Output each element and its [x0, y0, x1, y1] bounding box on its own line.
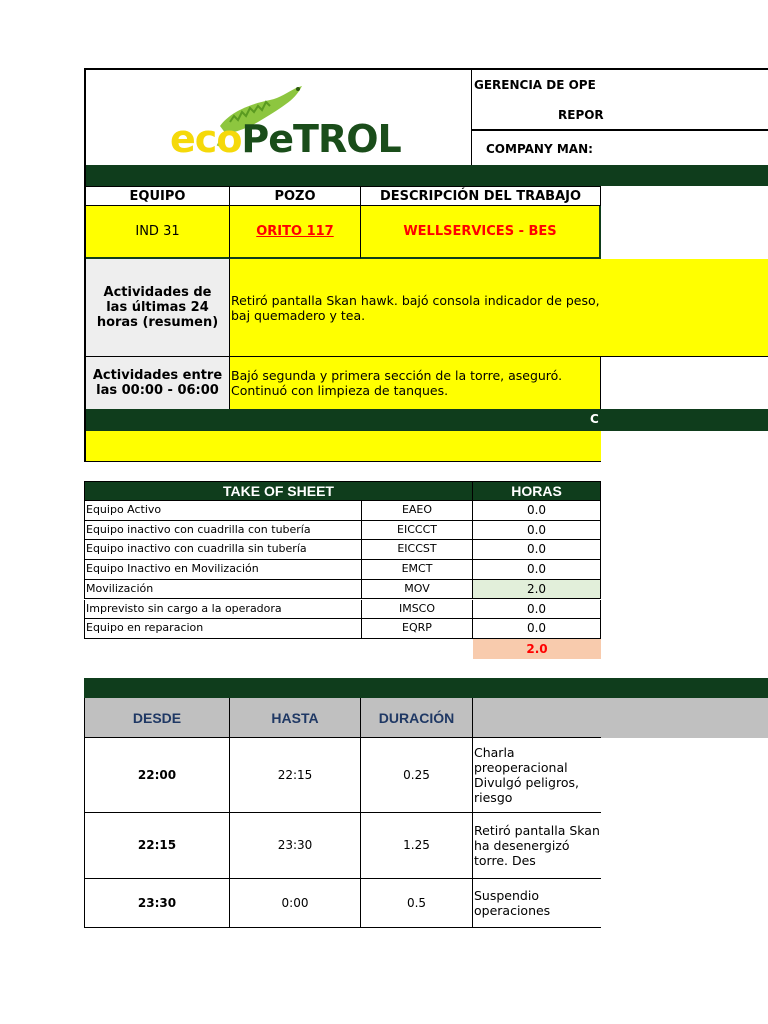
tos-hours: 0.0 [473, 600, 601, 620]
tos-row [84, 501, 601, 521]
desde-header: DESDE [84, 698, 230, 738]
pozo-link[interactable]: ORITO 117 [256, 224, 334, 239]
tos-label: Equipo en reparacion [84, 619, 362, 639]
report-title: REPOR [558, 108, 604, 122]
hasta-cell: 22:15 [230, 738, 361, 812]
tos-label: Equipo inactivo con cuadrilla con tubería [84, 521, 362, 541]
tos-code: EQRP [362, 619, 473, 639]
section-band [86, 165, 768, 186]
timeline-row [84, 812, 601, 879]
tos-hours: 2.0 [473, 580, 601, 600]
section-band-2 [86, 409, 768, 431]
equipo-value: IND 31 [86, 206, 230, 259]
tos-label: Equipo inactivo con cuadrilla sin tubería [84, 540, 362, 560]
tos-row [84, 600, 601, 620]
tos-hours: 0.0 [473, 501, 601, 521]
tos-row [84, 521, 601, 541]
overnight-label: Actividades entre las 00:00 - 06:00 [86, 357, 230, 409]
description-cell: Retiró pantalla Skan ha desenergizó torre. Des [474, 822, 600, 868]
tos-label: Movilización [84, 580, 362, 600]
equipo-header: EQUIPO [86, 186, 230, 206]
band-partial-label: C [590, 412, 599, 426]
tos-label: Equipo Activo [84, 501, 362, 521]
tos-row [84, 619, 601, 639]
description-cell: Suspendio operaciones [474, 887, 551, 918]
tos-total: 2.0 [473, 639, 601, 659]
duracion-header: DURACIÓN [361, 698, 473, 738]
tos-label: Equipo Inactivo en Movilización [84, 560, 362, 580]
tos-code: EICCST [362, 540, 473, 560]
tos-code: MOV [362, 580, 473, 600]
descripcion-header: DESCRIPCIÓN DEL TRABAJO [361, 186, 601, 206]
tos-hours: 0.0 [473, 560, 601, 580]
gerencia-title: GERENCIA DE OPE [474, 78, 596, 92]
last24-label: Actividades de las últimas 24 horas (resumen) [86, 259, 230, 357]
tos-hours: 0.0 [473, 540, 601, 560]
desde-cell: 23:30 [84, 878, 230, 927]
hasta-cell: 23:30 [230, 812, 361, 878]
tos-hours: 0.0 [473, 521, 601, 541]
tos-row [84, 580, 601, 600]
hasta-header: HASTA [230, 698, 361, 738]
descripcion-value: WELLSERVICES - BES [361, 206, 601, 259]
tos-hours: 0.0 [473, 619, 601, 639]
desde-cell: 22:15 [84, 812, 230, 878]
hasta-cell: 0:00 [230, 878, 361, 927]
tos-hours-title: HORAS [473, 481, 601, 501]
desde-cell: 22:00 [84, 738, 230, 812]
description-cell: Charla preoperacional Divulgó peligros, riesgo [474, 745, 579, 805]
tos-code: IMSCO [362, 600, 473, 620]
timeline-band [84, 678, 768, 698]
ecopetrol-logo: ecoPeTROL [170, 82, 380, 160]
overnight-text: Bajó segunda y primera sección de la torre, aseguró. Continuó con limpieza de tanques. [231, 368, 563, 398]
tos-title: TAKE OF SHEET [84, 481, 473, 501]
duracion-cell: 1.25 [361, 812, 473, 878]
tos-label: Imprevisto sin cargo a la operadora [84, 600, 362, 620]
pozo-value[interactable] [230, 206, 361, 259]
duracion-cell: 0.5 [361, 878, 473, 927]
pozo-header: POZO [230, 186, 361, 206]
tos-code: EICCCT [362, 521, 473, 541]
last24-text: Retiró pantalla Skan hawk. bajó consola indicador de peso, baj quemadero y tea. [231, 293, 600, 323]
tos-code: EMCT [362, 560, 473, 580]
duracion-cell: 0.25 [361, 738, 473, 812]
tos-code: EAEO [362, 501, 473, 521]
company-man-label: COMPANY MAN: [486, 142, 593, 156]
tos-row [84, 560, 601, 580]
timeline-row [84, 738, 601, 813]
timeline-row [84, 878, 601, 928]
tos-row [84, 540, 601, 560]
